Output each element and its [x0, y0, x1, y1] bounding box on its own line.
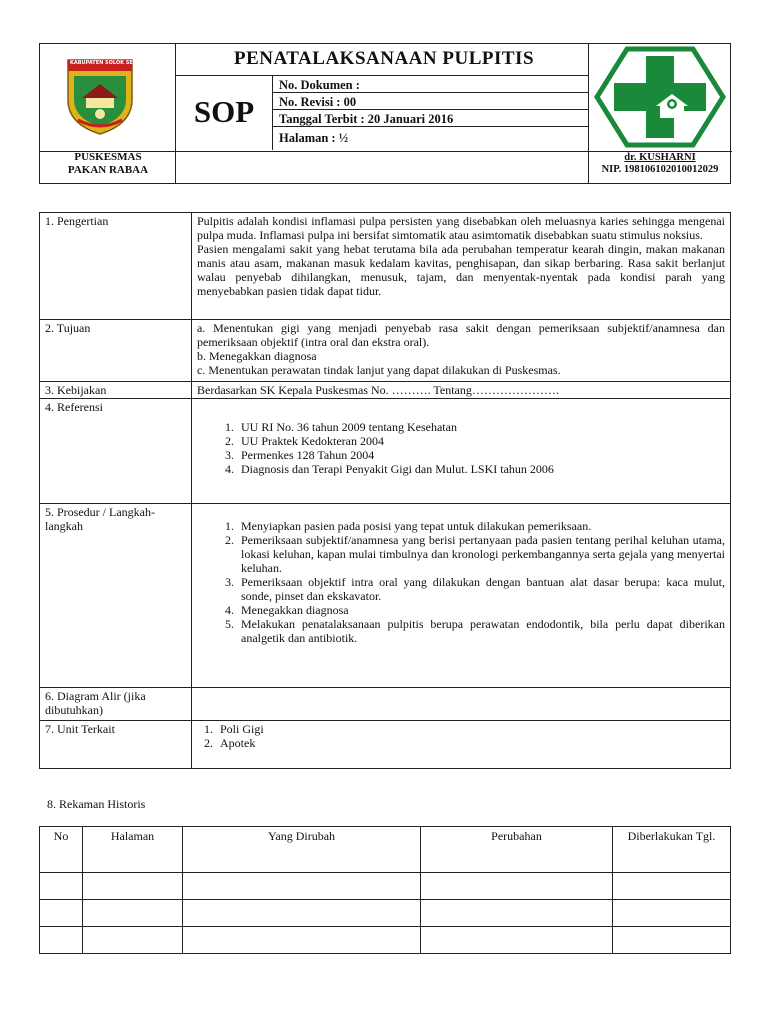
- tujuan-a: a. Menentukan gigi yang menjadi penyebab rasa sakit dengan pemeriksaan subjektif/anamnesa dan pemeriksaan objektif (intra oral dan ekstra oral).: [197, 321, 725, 349]
- tujuan-b: b. Menegakkan diagnosa: [197, 349, 317, 363]
- referensi-item: 1. UU RI No. 36 tahun 2009 tentang Kesehatan: [237, 420, 725, 434]
- label-pengertian: 1. Pengertian: [40, 213, 192, 320]
- sop-label: SOP: [193, 94, 255, 129]
- logo-banner-text: KABUPATEN SOLOK SELATAN: [70, 60, 151, 66]
- unit-list: [197, 722, 725, 750]
- label-prosedur: 5. Prosedur / Langkah-langkah: [40, 504, 192, 688]
- prosedur-item: 2. Pemeriksaan subjektif/anamnesa yang berisi pertanyaan pada pasien tentang perihal keluhan utama, lokasi keluhan, kapan mulai timbulnya dan kronologi perkembangannya serta gejala yang menyertai keluhan.: [237, 533, 725, 575]
- prosedur-item: 4. Menegakkan diagnosa: [237, 603, 725, 617]
- prosedur-list: [197, 519, 725, 645]
- rekaman-table: [39, 826, 731, 954]
- page-number: Halaman : ½: [279, 131, 349, 145]
- referensi-item: 4. Diagnosis dan Terapi Penyakit Gigi dan Mulut. LSKI tahun 2006: [237, 462, 725, 476]
- doc-number: No. Dokumen :: [279, 78, 360, 92]
- rekaman-header-row: [40, 827, 731, 873]
- sop-header: [39, 43, 731, 184]
- table-row: [40, 873, 731, 900]
- prosedur-item: 3. Pemeriksaan objektif intra oral yang dilakukan dengan bantuan alat dasar berupa: kaca mulut, sonde, pinset dan ekskavator.: [237, 575, 725, 603]
- row-kebijakan: [40, 382, 731, 399]
- puskesmas-name-line1: PUSKESMAS: [74, 151, 142, 163]
- doctor-nip: NIP. 198106102010012029: [601, 164, 719, 175]
- unit-item: 1. Poli Gigi: [216, 722, 725, 736]
- regency-logo-icon: [64, 54, 151, 136]
- content-unit: [192, 721, 731, 769]
- header-diberlakukan: Diberlakukan Tgl.: [613, 827, 731, 873]
- content-prosedur: [192, 504, 731, 688]
- revision-number: No. Revisi : 00: [279, 95, 357, 109]
- header-no: No: [40, 827, 83, 873]
- publish-date: Tanggal Terbit : 20 Januari 2016: [279, 112, 454, 126]
- content-pengertian: [192, 213, 731, 320]
- content-diagram: [192, 688, 731, 721]
- content-referensi: [192, 399, 731, 504]
- referensi-item: 2. UU Praktek Kedokteran 2004: [237, 434, 725, 448]
- unit-item: 2. Apotek: [216, 736, 725, 750]
- table-row: [40, 927, 731, 954]
- rekaman-title: 8. Rekaman Historis: [47, 797, 146, 811]
- puskesmas-name-line2: PAKAN RABAA: [67, 164, 149, 176]
- label-referensi: 4. Referensi: [40, 399, 192, 504]
- prosedur-item: 5. Melakukan penatalaksanaan pulpitis berupa perawatan endodontik, bila perlu dapat diberikan analgetik dan antibiotik.: [237, 617, 725, 645]
- prosedur-item: 1. Menyiapkan pasien pada posisi yang tepat untuk dilakukan pemeriksaan.: [237, 519, 725, 533]
- doctor-name: dr. KUSHARNI: [624, 152, 696, 163]
- content-tujuan: [192, 320, 731, 382]
- table-row: [40, 900, 731, 927]
- sop-content-table: [39, 212, 731, 769]
- row-pengertian: [40, 213, 731, 320]
- label-tujuan: 2. Tujuan: [40, 320, 192, 382]
- row-tujuan: [40, 320, 731, 382]
- content-kebijakan: Berdasarkan SK Kepala Puskesmas No. ………. Tentang………………….: [192, 382, 731, 399]
- label-diagram: 6. Diagram Alir (jika dibutuhkan): [40, 688, 192, 721]
- header-perubahan: Perubahan: [421, 827, 613, 873]
- row-prosedur: [40, 504, 731, 688]
- label-kebijakan: 3. Kebijakan: [40, 382, 192, 399]
- referensi-item: 3. Permenkes 128 Tahun 2004: [237, 448, 725, 462]
- row-referensi: [40, 399, 731, 504]
- pengertian-paragraph-1: Pulpitis adalah kondisi inflamasi pulpa persisten yang disebabkan oleh meluasnya karies sehingga mengenai pulpa muda. Inflamasi pulpa ini bersifat simtomatik atau asimtomatik disebabkan suatu stimulus noksius.: [197, 214, 725, 242]
- label-unit: 7. Unit Terkait: [40, 721, 192, 769]
- referensi-list: [197, 420, 725, 476]
- row-unit: [40, 721, 731, 769]
- header-halaman: Halaman: [83, 827, 183, 873]
- row-diagram: [40, 688, 731, 721]
- header-yang-dirubah: Yang Dirubah: [183, 827, 421, 873]
- document-title: PENATALAKSANAAN PULPITIS: [233, 48, 535, 69]
- puskesmas-logo-icon: [594, 46, 726, 148]
- pengertian-paragraph-2: Pasien mengalami sakit yang hebat terutama bila ada perubahan temperatur kearah dingin, makan makanan manis atau asam, makanan masuk kedalam kavitas, penghisapan, dan sikap berbaring. Rasa sakit berlanjut walau penyebab dihilangkan, menusuk, tajam, dan menyentak-nyentak pada kondisi parah yang menyebabkan pasien tidak dapat tidur.: [197, 242, 725, 298]
- tujuan-c: c. Menentukan perawatan tindak lanjut yang dapat dilakukan di Puskesmas.: [197, 363, 561, 377]
